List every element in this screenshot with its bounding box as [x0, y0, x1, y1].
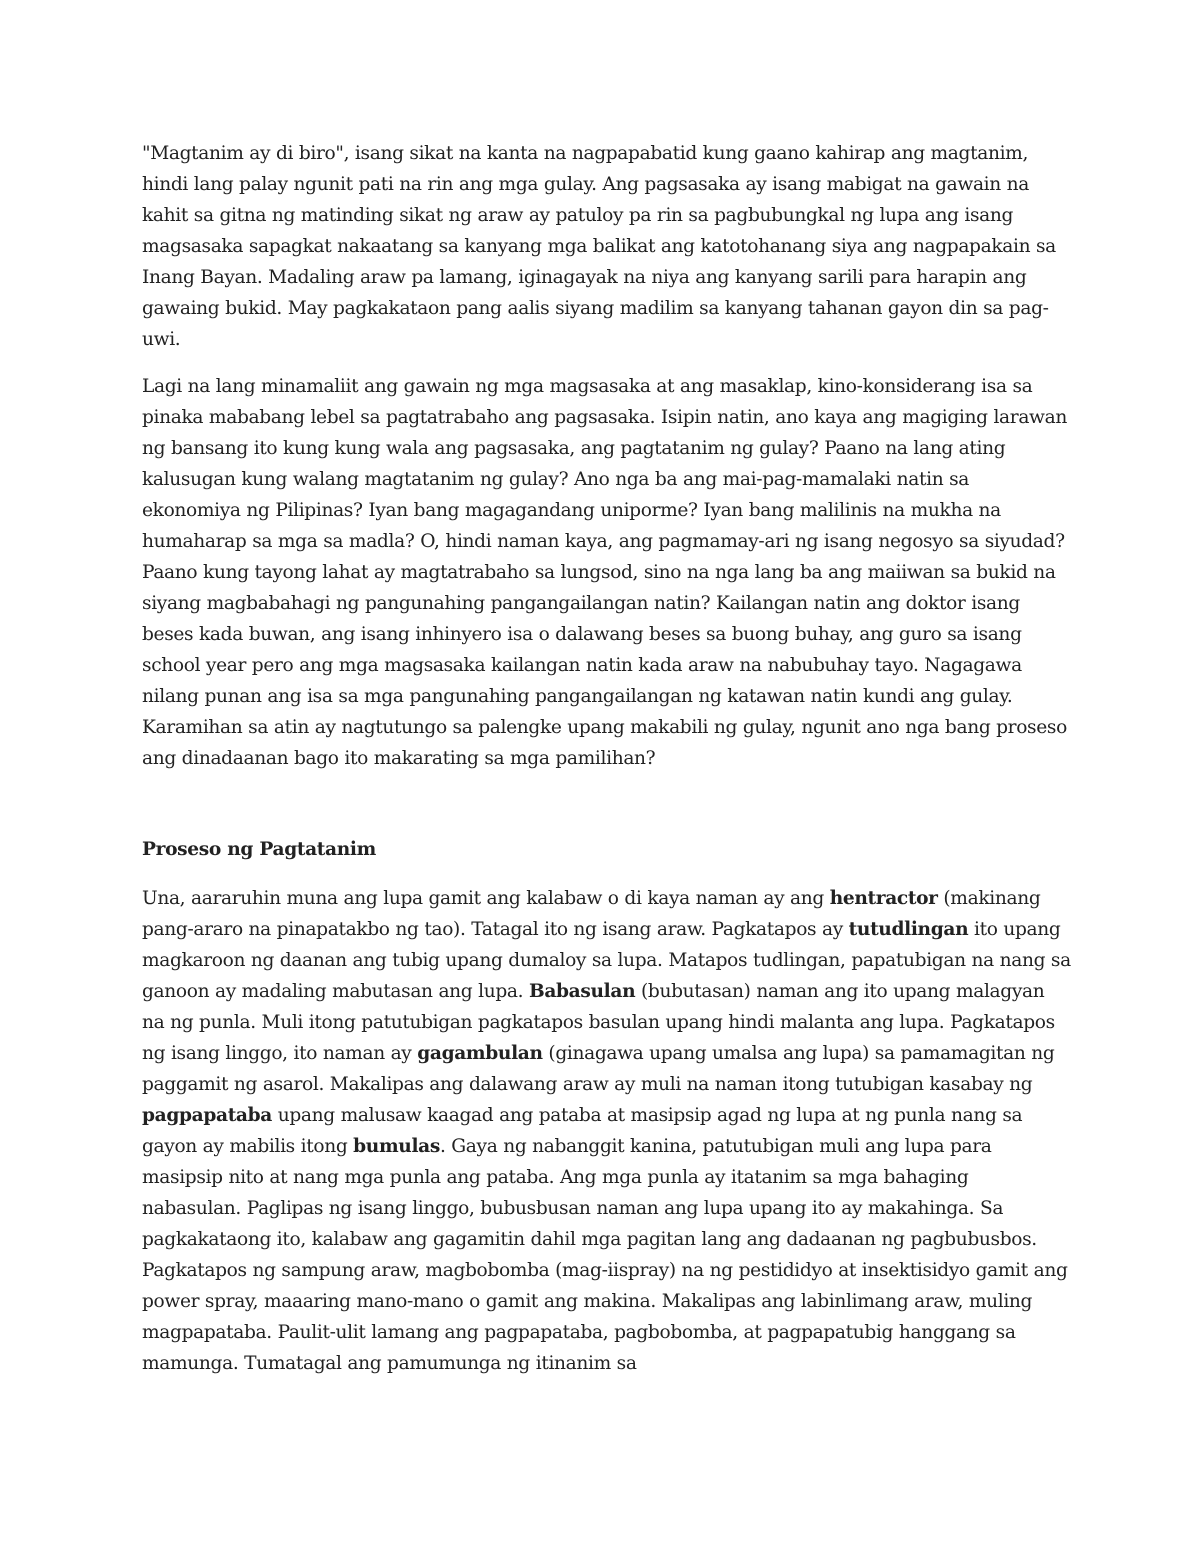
term-babasulan: Babasulan [528, 981, 636, 1002]
text-run: . Gaya ng nabanggit kanina, patutubigan muli ang lupa para masipsip nito at nang mga punla ang pataba. Ang mga punla ay itatanim sa mga bahaging nabasulan. Paglipas ng isang linggo, bubusbusan naman ang lupa upang ito ay makahinga. Sa pagkakataong ito, kalabaw ang gagamitin dahil mga pagitan lang ang dadaanan ng pagbubusbos. Pagkatapos ng sampung araw, magbobomba (mag-iispray) na ng pestididyo at insektisidyo gamit ang power spray, maaaring mano-mano o gamit ang makina. Makalipas ang labinlimang araw, muling magpapataba. Paulit-ulit lamang ang pagpapataba, pagbobomba, at pagpapatubig hanggang sa mamunga. Tumatagal ang pamumunga ng itinanim sa [142, 1136, 1068, 1374]
term-bumulas: bumulas [353, 1136, 440, 1157]
section-heading: Proseso ng Pagtatanim [142, 839, 376, 860]
text-run: (makinang pang-araro na pinapatakbo ng tao). Tatagal ito ng isang araw. Pagkatapos ay [142, 888, 1041, 940]
text-run: (ginagawa upang umalsa ang lupa) sa pamamagitan ng paggamit ng asarol. Makalipas ang dalawang araw ay muli na naman itong tutubigan kasabay ng [142, 1043, 1055, 1095]
paragraph-farmers: Lagi na lang minamaliit ang gawain ng mga magsasaka at ang masaklap, kino-konsiderang isa sa pinaka mababang lebel sa pagtatrabaho ang pagsasaka. Isipin natin, ano kaya ang magiging larawan ng bansang ito kung kung wala ang pagsasaka, ang pagtatanim ng gulay? Paano na lang ating kalusugan kung walang magtatanim ng gulay? Ano nga ba ang mai-pag-mamalaki natin sa ekonomiya ng Pilipinas? Iyan bang magagandang uniporme? Iyan bang malilinis na mukha na humaharap sa mga sa madla? O, hindi naman kaya, ang pagmamay-ari ng isang negosyo sa siyudad? Paano kung tayong lahat ay magtatrabaho sa lungsod, sino na nga lang ba ang maiiwan sa bukid na siyang magbabahagi ng pangunahing pangangailangan natin? Kailangan natin ang doktor isang beses kada buwan, ang isang inhinyero isa o dalawang beses sa buong buhay, ang guro sa isang school year pero ang mga magsasaka kailangan natin kada araw na nabubuhay tayo. Nagagawa nilang punan ang isa sa mga pangunahing pangangailangan ng katawan natin kundi ang gulay. Karamihan sa atin ay nagtutungo sa palengke upang makabili ng gulay, ngunit ano nga bang proseso ang dinadaanan bago ito makarating sa mga pamilihan? [142, 376, 1067, 769]
term-gagambulan: gagambulan [417, 1043, 543, 1064]
text-run: upang malusaw kaagad ang pataba at masipsip agad ng lupa at ng punla nang sa gayon ay mabilis itong [142, 1105, 1023, 1157]
term-tutudlingan: tutudlingan [848, 919, 969, 940]
term-pagpapataba: pagpapataba [142, 1105, 272, 1126]
text-run: (bubutasan) naman ang ito upang malagyan na ng punla. Muli itong patutubigan pagkatapos basulan upang hindi malanta ang lupa. Pagkatapos ng isang linggo, ito naman ay [142, 981, 1055, 1064]
text-run: ito upang magkaroon ng daanan ang tubig upang dumaloy sa lupa. Matapos tudlingan, papatubigan na nang sa ganoon ay madaling mabutasan ang lupa. [142, 919, 1071, 1002]
paragraph-intro: "Magtanim ay di biro", isang sikat na kanta na nagpapabatid kung gaano kahirap ang magtanim, hindi lang palay ngunit pati na rin ang mga gulay. Ang pagsasaka ay isang mabigat na gawain na kahit sa gitna ng matinding sikat ng araw ay patuloy pa rin sa pagbubungkal ng lupa ang isang magsasaka sapagkat nakaatang sa kanyang mga balikat ang katotohanang siya ang nagpapakain sa Inang Bayan. Madaling araw pa lamang, iginagayak na niya ang kanyang sarili para harapin ang gawaing bukid. May pagkakataon pang aalis siyang madilim sa kanyang tahanan gayon din sa pag-uwi. [142, 143, 1056, 350]
text-run: Una, aararuhin muna ang lupa gamit ang kalabaw o di kaya naman ay ang [142, 888, 830, 909]
document-page [142, 138, 1072, 1379]
paragraph-process [142, 883, 1072, 1379]
term-hentractor: hentractor [829, 888, 938, 909]
